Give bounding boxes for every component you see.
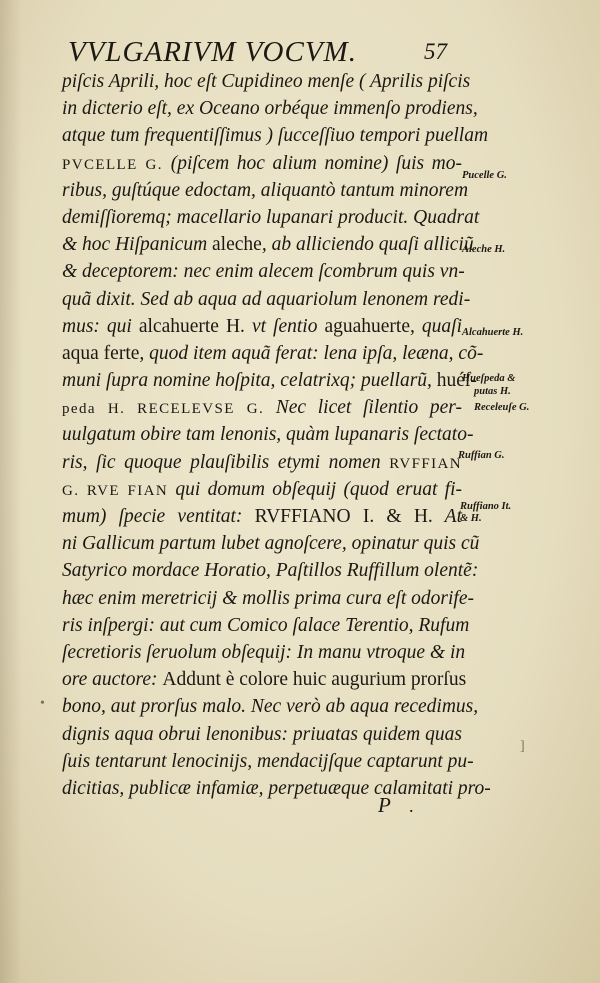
text-segment: atque tum frequentiſſimus ) ſucceſſiuo tempori puellam bbox=[62, 125, 489, 147]
text-line bbox=[62, 775, 491, 802]
text-line bbox=[62, 476, 462, 503]
text-line bbox=[62, 421, 474, 448]
text-segment: RVFFIAN bbox=[389, 455, 462, 472]
text-segment: vt ſentio bbox=[244, 315, 325, 337]
text-segment: mum) ſpecie ventitat: bbox=[62, 506, 255, 527]
text-line bbox=[62, 721, 462, 748]
text-segment: huéſ- bbox=[436, 370, 477, 392]
text-segment: demiſſioremq; macellario lupanari producit. Quadrat bbox=[62, 206, 480, 228]
text-line bbox=[62, 748, 474, 775]
catchword: P bbox=[378, 793, 391, 817]
text-line bbox=[62, 666, 467, 693]
text-segment: Nec licet ſilentio per- bbox=[264, 397, 462, 419]
text-line bbox=[62, 286, 471, 313]
text-line bbox=[62, 612, 470, 639]
text-segment: in dicterio eſt, ex Oceano orbéque immenſo prodiens, bbox=[62, 98, 478, 120]
running-head: VVLGARIVM VOCVM. bbox=[68, 36, 357, 68]
text-line bbox=[62, 177, 469, 204]
catchword-dot: . bbox=[409, 796, 414, 816]
text-segment: mus: qui bbox=[62, 315, 139, 337]
text-segment: , ab alliciendo quaſi alliciũ bbox=[261, 234, 474, 256]
text-line bbox=[62, 585, 474, 612]
margin-note-ruffiano: Ruffiano It. bbox=[460, 501, 512, 512]
text-segment: , quod item aquã ferat: lena ipſa, leæna, cõ- bbox=[139, 342, 484, 364]
text-segment: ore auctore: bbox=[62, 669, 163, 691]
text-segment: ris inſpergi: aut cum Comico ſalace Terentio, Rufum bbox=[62, 614, 470, 636]
text-segment: G. RVE FIAN bbox=[62, 482, 169, 499]
text-line bbox=[62, 530, 480, 557]
text-segment: dicitias, publicæ infamiæ, perpetuæque calamitati pro- bbox=[62, 777, 491, 799]
text-segment: ſecretioris ſeruolum obſequij: In manu vtroque & in bbox=[62, 641, 466, 663]
margin-note-aleche: Aleche H. bbox=[462, 244, 506, 255]
text-line bbox=[62, 557, 479, 584]
text-segment: uulgatum obire tam lenonis, quàm lupanaris ſectato- bbox=[62, 424, 474, 446]
text-segment: quã dixit. Sed ab aqua ad aquariolum lenonem redi- bbox=[62, 288, 471, 310]
text-line bbox=[62, 95, 478, 122]
text-segment: ſuis tentarunt lenocinijs, mendacijſque captarunt pu- bbox=[62, 750, 474, 772]
text-segment: Addunt è colore huic augurium prorſus bbox=[162, 669, 467, 691]
text-segment: peda H. RECELEVSE G. bbox=[62, 401, 265, 418]
text-segment: ribus, guſtúque edoctam, aliquantò tantum minorem bbox=[62, 179, 469, 201]
text-segment: hæc enim meretricij & mollis prima cura eſt odorife- bbox=[62, 587, 474, 609]
text-line bbox=[62, 204, 480, 231]
text-line bbox=[62, 231, 474, 258]
text-segment: Satyrico mordace Horatio, Paſtillos Ruffillum olentẽ: bbox=[62, 560, 479, 582]
text-line bbox=[62, 313, 462, 340]
text-segment: alcahuerte H. bbox=[138, 315, 245, 337]
text-segment: PVCELLE G. bbox=[62, 156, 171, 173]
text-line bbox=[62, 693, 479, 720]
margin-note-pucelle: Pucelle G. bbox=[462, 170, 507, 181]
margin-note-huespeda-cont: putas H. bbox=[474, 386, 511, 397]
margin-note-alcahuerte: Alcahuerte H. bbox=[462, 327, 524, 338]
text-line bbox=[62, 150, 462, 177]
text-line bbox=[62, 258, 465, 285]
text-segment: ni Gallicum partum lubet agnoſcere, opinatur quis cũ bbox=[62, 533, 480, 555]
text-line bbox=[62, 639, 466, 666]
text-segment: qui domum obſequij (quod eruat fi- bbox=[168, 478, 462, 500]
text-segment: piſcis Aprili, hoc eſt Cupidineo menſe ( Aprilis piſcis bbox=[62, 71, 471, 92]
text-line bbox=[62, 122, 489, 149]
text-line bbox=[62, 367, 477, 394]
text-segment: aleche bbox=[212, 234, 262, 256]
text-segment: bono, aut prorſus malo. Nec verò ab aqua recedimus, bbox=[62, 696, 479, 718]
text-line bbox=[62, 449, 462, 476]
text-segment: aguahuerte bbox=[324, 315, 411, 337]
ink-bullet-mark: • bbox=[40, 696, 45, 711]
text-segment: ris, ſic quoque plauſibilis etymi nomen bbox=[62, 451, 390, 473]
text-segment: & hoc Hiſpanicum bbox=[62, 234, 213, 256]
page-number: 57 bbox=[424, 39, 447, 64]
text-segment: aqua ferte bbox=[62, 342, 140, 364]
text-segment: dignis aqua obrui lenonibus: priuatas quidem quas bbox=[62, 723, 462, 745]
bracket-mark: ] bbox=[520, 739, 525, 754]
text-line bbox=[62, 394, 462, 421]
text-segment: & deceptorem: nec enim alecem ſcombrum quis vn- bbox=[62, 261, 465, 283]
text-segment: (piſcem hoc alium nomine) ſuis mo- bbox=[170, 152, 462, 174]
text-line bbox=[62, 503, 462, 530]
text-segment: , quaſi bbox=[410, 315, 462, 337]
margin-note-ruffian: Ruffian G. bbox=[458, 450, 505, 461]
text-line bbox=[62, 340, 484, 367]
text-segment: RVFFIANO I. & H. bbox=[254, 506, 433, 527]
margin-note-huespeda: Hueſpeda & bbox=[462, 373, 516, 384]
text-line bbox=[62, 68, 471, 95]
margin-note-recelevse: Receleuſe G. bbox=[474, 402, 530, 413]
margin-note-ruffiano-cont: & H. bbox=[460, 513, 482, 524]
text-segment: muni ſupra nomine hoſpita, celatrixq; puellarũ, bbox=[62, 370, 437, 392]
text-segment: At bbox=[432, 506, 463, 527]
